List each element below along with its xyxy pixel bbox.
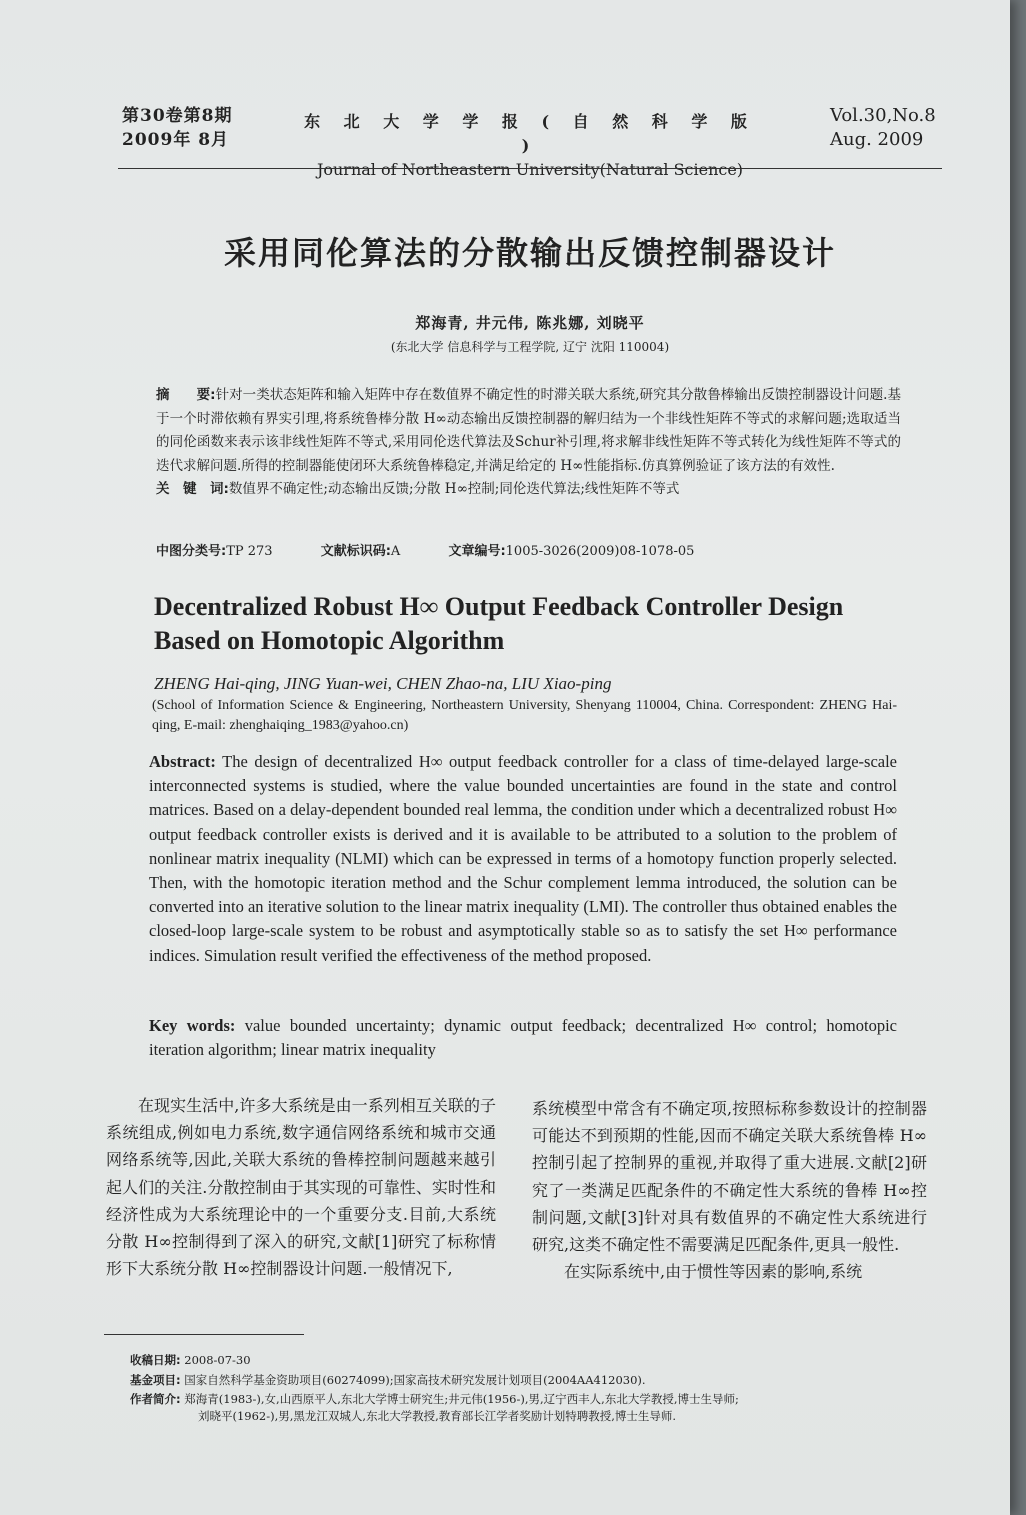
article-number-label: 文章编号: xyxy=(448,544,506,559)
affiliation-cn: (东北大学 信息科学与工程学院, 辽宁 沈阳 110004) xyxy=(390,340,670,354)
header-journal xyxy=(300,110,760,182)
abstract-cn-label: 摘 要: xyxy=(156,387,216,403)
keywords-en-label: Key words: xyxy=(149,1016,236,1035)
header-rule xyxy=(118,168,942,169)
abstract-en-label: Abstract: xyxy=(149,752,216,771)
doc-code-value: A xyxy=(390,544,401,559)
article-number-value: 1005-3026(2009)08-1078-05 xyxy=(505,544,695,559)
body-right-paragraph-1: 系统模型中常含有不确定项,按照标称参数设计的控制器可能达不到预期的性能,因而不确定关联大系统鲁棒 H∞控制引起了控制界的重视,并取得了重大进展.文献[2]研究了一类满足匹配条件的不确定性大系统的鲁棒 H∞控制问题,文献[3]针对具有数值界的不确定性大系统进行研究,这类不确定性不需要满足匹配条件,更具一般性. xyxy=(532,1099,927,1255)
footnote-received xyxy=(130,1352,930,1369)
body-left-column: 在现实生活中,许多大系统是由一系列相互关联的子系统组成,例如电力系统,数字通信网络系统和城市交通网络系统等,因此,关联大系统的鲁棒控制问题越来越引起人们的关注.分散控制由于其实现的可靠性、实时性和经济性成为大系统理论中的一个重要分支.目前,大系统分散 H∞控制得到了深入的研究,文献[1]研究了标称情形下大系统分散 H∞控制器设计问题.一般情况下, xyxy=(106,1096,496,1279)
keywords-en-text: value bounded uncertainty; dynamic output feedback; decentralized H∞ control; homotopic iteration algorithm; linear matrix inequality xyxy=(149,1016,897,1060)
clc-value: TP 273 xyxy=(226,544,273,559)
paper-title-en xyxy=(154,590,906,658)
abstract-en-text: The design of decentralized H∞ output feedback controller for a class of time-delayed large-scale interconnected systems is studied, where the value bounded uncertainties are found in the state and control matrices. Based on a delay-dependent bounded real lemma, the condition under which a decentralized robust H∞ output feedback controller exists is derived and it is available to be attributed to a solution to the problem of nonlinear matrix inequality (NLMI) which can be expressed in terms of a homotopy function properly selected. Then, with the homotopic iteration method and the Schur complement lemma introduced, the solution can be converted into an iterative solution to the linear matrix inequality (LMI). The controller thus obtained enables the closed-loop large-scale system to be robust and asymptotically stable so as to satisfy the set H∞ performance indices. Simulation result verified the effectiveness of the method proposed. xyxy=(149,752,898,965)
abstract-cn-text: 针对一类状态矩阵和输入矩阵中存在数值界不确定性的时滞关联大系统,研究其分散鲁棒输出反馈控制器设计问题.基于一个时滞依赖有界实引理,将系统鲁棒分散 H∞动态输出反馈控制器的解归结为一个非线性矩阵不等式的求解问题;选取适当的同伦函数来表示该非线性矩阵不等式,采用同伦迭代算法及Schur补引理,将求解非线性矩阵不等式转化为线性矩阵不等式的迭代求解问题.所得的控制器能使闭环大系统鲁棒稳定,并满足给定的 H∞性能指标.仿真算例验证了该方法的有效性. xyxy=(156,387,901,474)
body-right-paragraph-2: 在实际系统中,由于惯性等因素的影响,系统 xyxy=(564,1262,863,1282)
issue-number-cn: 第30卷第8期 xyxy=(122,106,233,126)
journal-name-en: Journal of Northeastern University(Natural Science) xyxy=(316,160,744,179)
header-issue-en xyxy=(830,104,936,152)
fund-value: 国家自然科学基金资助项目(60274099);国家高技术研究发展计划项目(2004AA412030). xyxy=(184,1373,646,1387)
clc-label: 中图分类号: xyxy=(156,544,227,559)
issue-date-en: Aug. 2009 xyxy=(830,129,924,150)
footnote-fund xyxy=(130,1372,930,1389)
paper-title-en-line1: Decentralized Robust H∞ Output Feedback Controller Design xyxy=(154,592,844,621)
footnote-bio xyxy=(130,1391,930,1425)
keywords-cn xyxy=(156,478,901,502)
footnote-rule xyxy=(104,1334,304,1335)
header-issue-cn xyxy=(122,104,233,152)
abstract-en xyxy=(149,750,897,968)
issue-date-cn: 2009年 8月 xyxy=(122,130,230,150)
received-label: 收稿日期: xyxy=(130,1353,181,1367)
volume-en: Vol.30,No.8 xyxy=(830,105,936,126)
paper-title-cn: 采用同伦算法的分散输出反馈控制器设计 xyxy=(223,234,836,272)
keywords-cn-text: 数值界不确定性;动态输出反馈;分散 H∞控制;同伦迭代算法;线性矩阵不等式 xyxy=(228,481,680,497)
authors-cn: 郑海青, 井元伟, 陈兆娜, 刘晓平 xyxy=(415,314,645,332)
body-right-column xyxy=(532,1095,927,1285)
bio-value-1: 郑海青(1983-),女,山西原平人,东北大学博士研究生;井元伟(1956-),男,辽宁西丰人,东北大学教授,博士生导师; xyxy=(184,1392,739,1406)
authors-en: ZHENG Hai-qing, JING Yuan-wei, CHEN Zhao-na, LIU Xiao-ping xyxy=(154,674,612,693)
bio-label: 作者简介: xyxy=(130,1392,181,1406)
classification-line xyxy=(156,540,901,559)
keywords-cn-label: 关 键 词: xyxy=(156,481,229,497)
abstract-cn xyxy=(156,384,901,502)
bio-value-2: 刘晓平(1962-),男,黑龙江双城人,东北大学教授,教育部长江学者奖励计划特聘教授,博士生导师. xyxy=(198,1409,677,1423)
fund-label: 基金项目: xyxy=(130,1373,181,1387)
paper-title-en-line2: Based on Homotopic Algorithm xyxy=(154,626,505,655)
journal-name-cn: 东 北 大 学 学 报 ( 自 然 科 学 版 ) xyxy=(304,112,756,155)
received-value: 2008-07-30 xyxy=(184,1353,251,1367)
keywords-en xyxy=(149,1014,897,1062)
affiliation-en: (School of Information Science & Engineering, Northeastern University, Shenyang 110004, China. Correspondent: ZHENG Hai-qing, E-mail: zhenghaiqing_1983@yahoo.cn) xyxy=(152,698,897,733)
doc-code-label: 文献标识码: xyxy=(320,544,391,559)
